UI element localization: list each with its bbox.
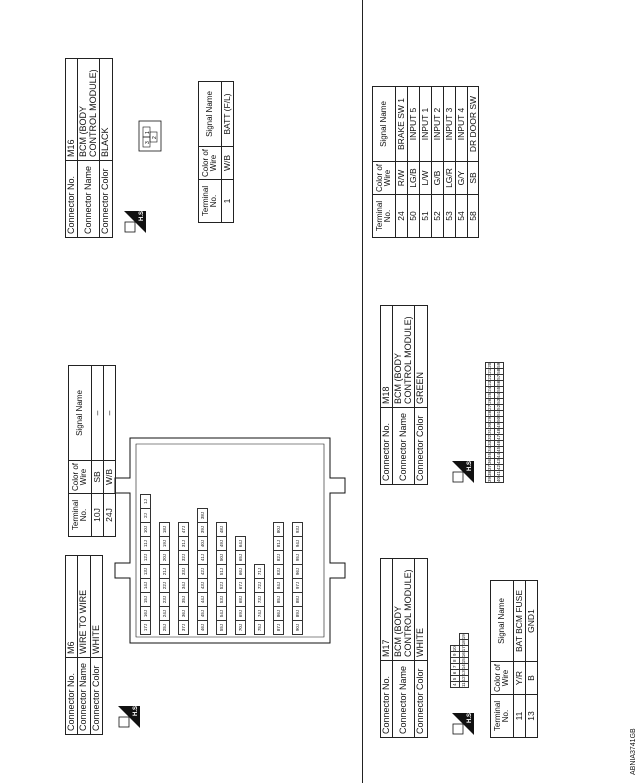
pin-cell: 81J (274, 537, 284, 551)
pin-cell: 38 (486, 470, 495, 476)
page-divider (362, 0, 363, 783)
label-connector-color: Connector Color (415, 408, 427, 485)
pin-row (160, 523, 170, 635)
pin-cell: 31J (179, 537, 189, 551)
pin-cell: 47J (179, 523, 189, 537)
m6-pin-row-table (273, 522, 284, 635)
pin-cell: 32 (486, 434, 495, 440)
pin-cell: 14 (460, 664, 469, 670)
m18-no: M18 (381, 306, 393, 408)
m6-pin-row-table (178, 522, 189, 635)
cell: 1 (222, 180, 234, 223)
pin-row (179, 523, 189, 635)
pin-cell: 47 (495, 434, 504, 440)
cell: BRAKE SW 1 (396, 87, 408, 162)
table-row (431, 87, 443, 238)
pin-cell: 44J (198, 593, 208, 607)
pin-cell: 58 (495, 368, 504, 374)
m17-signal-table (490, 580, 538, 738)
pin-cell: 43 (495, 458, 504, 464)
cell: 24J (103, 494, 115, 537)
pin-cell: 53J (217, 593, 227, 607)
cell: 13 (525, 695, 537, 738)
pin-cell: 55 (495, 386, 504, 392)
cell: 53 (443, 195, 455, 238)
pin-cell: 23J (160, 593, 170, 607)
pin-cell: 19J (160, 537, 170, 551)
pin-cell: 12J (141, 551, 151, 565)
hs-icon (118, 706, 140, 728)
pin-cell: 97J (293, 579, 303, 593)
pin-cell: 54J (217, 607, 227, 621)
pin-cell: 59 (495, 362, 504, 368)
table-row (455, 87, 467, 238)
pin-cell: 56 (495, 380, 504, 386)
label-connector-no: Connector No. (381, 408, 393, 485)
m18-name: BCM (BODY CONTROL MODULE) (393, 306, 415, 408)
table-row (407, 87, 419, 238)
pin-cell: 33J (179, 565, 189, 579)
pin-cell: 43J (198, 579, 208, 593)
pin-cell: 84J (274, 579, 284, 593)
m16-connector-diagram (135, 113, 165, 153)
pin-row (495, 362, 504, 482)
pin-cell: 87J (274, 621, 284, 635)
pin-cell: 88J (293, 593, 303, 607)
cell: 10J (92, 494, 104, 537)
pin-cell: 15 (460, 658, 469, 664)
svg-text:H.S.: H.S. (467, 713, 473, 723)
pin-row (217, 523, 227, 635)
pin-cell: 27 (486, 404, 495, 410)
m16-signal-table (198, 81, 234, 223)
pin-cell: 45J (198, 607, 208, 621)
cell: W/B (103, 461, 115, 494)
pin-cell: 30 (486, 422, 495, 428)
cell: 52 (431, 195, 443, 238)
hdr-color: Color of Wire (199, 147, 222, 180)
pin-cell: 46 (495, 440, 504, 446)
pin-cell: 68J (236, 593, 246, 607)
hdr-terminal: Terminal No. (199, 180, 222, 223)
pin-row (293, 523, 303, 635)
cell: DR DOOR SW (467, 87, 479, 162)
pin-cell: 39J (198, 523, 208, 537)
pin-cell: 82J (274, 551, 284, 565)
pin-row (198, 509, 208, 635)
pin-cell: 94J (293, 537, 303, 551)
pin-cell: 65J (236, 551, 246, 565)
table-row (514, 581, 526, 738)
pin-cell: 41J (198, 551, 208, 565)
pin-cell: 29 (486, 416, 495, 422)
pin-cell: 21 (486, 368, 495, 374)
hdr-signal: Signal Name (491, 581, 514, 662)
pin-cell: 2J (141, 509, 151, 523)
cell: SB (467, 162, 479, 195)
label-connector-color: Connector Color (100, 161, 112, 238)
pin-cell: 35 (486, 452, 495, 458)
cell: B (525, 662, 537, 695)
cell: INPUT 1 (419, 87, 431, 162)
m6-pin-row-table (216, 522, 227, 635)
pin-cell: 55J (217, 621, 227, 635)
m18-pin-table (485, 362, 504, 483)
pin-cell: 18 (460, 640, 469, 646)
m6-header-table (65, 555, 103, 735)
m6-pin-row-table (254, 564, 265, 635)
cell: BATT (F/L) (222, 82, 234, 147)
pin-cell: 23 (486, 380, 495, 386)
cell: LG/B (407, 162, 419, 195)
pin-cell: 20J (160, 551, 170, 565)
cell: BAT BCM FUSE (514, 581, 526, 662)
m6-pin-rows (140, 494, 303, 635)
pin-cell: 52 (495, 404, 504, 410)
hdr-color: Color of Wire (491, 662, 514, 695)
pin-cell: 75J (255, 621, 265, 635)
table-row (443, 87, 455, 238)
table-row (467, 87, 479, 238)
pin-cell: 48 (495, 428, 504, 434)
m16-color: BLACK (100, 59, 112, 161)
pin-cell: 40 (495, 476, 504, 482)
label-connector-no: Connector No. (66, 161, 78, 238)
pin-cell: 22 (486, 374, 495, 380)
m6-name: WIRE TO WIRE (78, 556, 90, 658)
pin-cell: 50J (217, 551, 227, 565)
pin-cell: 36J (179, 607, 189, 621)
m16-name: BCM (BODY CONTROL MODULE) (78, 59, 100, 161)
label-connector-name: Connector Name (393, 661, 415, 738)
pin-cell: 10J (141, 523, 151, 537)
pin-cell: 80J (274, 523, 284, 537)
pin-row (141, 495, 151, 635)
pin-cell: 8 (451, 658, 460, 664)
cell: INPUT 3 (443, 87, 455, 162)
pin-cell: 40J (198, 537, 208, 551)
pin-cell: 11 (460, 682, 469, 688)
pin-cell: 83J (274, 565, 284, 579)
pin-row (274, 523, 284, 635)
m6-pin-row-table (197, 508, 208, 635)
pin-cell: 18J (160, 523, 170, 537)
pin-cell: 26 (486, 398, 495, 404)
label-connector-name: Connector Name (78, 658, 90, 735)
table-row (103, 366, 115, 537)
pin-row (451, 634, 460, 688)
m18-color: GREEN (415, 306, 427, 408)
pin-cell: 33 (486, 440, 495, 446)
m18-header-table (380, 305, 428, 485)
pin-cell: 20 (486, 362, 495, 368)
cell: G/Y (455, 162, 467, 195)
cell: G/B (431, 162, 443, 195)
m6-pin-row-table (292, 522, 303, 635)
pin-cell: 52J (217, 579, 227, 593)
svg-text:H.S.: H.S. (467, 461, 473, 471)
pin-cell: 70J (236, 621, 246, 635)
svg-text:2: 2 (152, 136, 158, 139)
m6-pin-row-table (140, 494, 151, 635)
m6-pin-grid (140, 494, 311, 635)
pin-cell: 21J (160, 565, 170, 579)
cell: W/B (222, 147, 234, 180)
m17-no: M17 (381, 559, 393, 661)
pin-cell: 11J (141, 537, 151, 551)
pin-cell: 17 (460, 646, 469, 652)
pin-cell: 31 (486, 428, 495, 434)
hdr-signal: Signal Name (373, 87, 396, 162)
pin-cell: 22J (160, 579, 170, 593)
label-connector-color: Connector Color (90, 658, 102, 735)
cell: GND1 (525, 581, 537, 662)
label-connector-color: Connector Color (415, 661, 427, 738)
hdr-color: Color of Wire (69, 461, 92, 494)
pin-cell: 9 (451, 652, 460, 658)
pin-cell: 53 (495, 398, 504, 404)
m16-no: M16 (66, 59, 78, 161)
pin-cell: 42 (495, 464, 504, 470)
table-row (396, 87, 408, 238)
pin-cell: 86J (274, 607, 284, 621)
cell: SB (92, 461, 104, 494)
pin-cell: 13 (460, 670, 469, 676)
svg-text:1: 1 (145, 131, 151, 134)
hdr-signal: Signal Name (69, 366, 92, 461)
cell: – (92, 366, 104, 461)
hs-icon (452, 713, 474, 735)
pin-cell: 38J (198, 509, 208, 523)
pin-cell: 95J (293, 551, 303, 565)
cell: – (103, 366, 115, 461)
hdr-signal: Signal Name (199, 82, 222, 147)
cell: 58 (467, 195, 479, 238)
cell: 51 (419, 195, 431, 238)
svg-text:H.S.: H.S. (139, 211, 145, 221)
pin-cell: 54 (495, 392, 504, 398)
label-connector-no: Connector No. (381, 661, 393, 738)
pin-cell: 37J (179, 621, 189, 635)
pin-cell: 16J (141, 607, 151, 621)
cell: LG/R (443, 162, 455, 195)
m6-no: M6 (66, 556, 78, 658)
svg-text:3: 3 (145, 141, 151, 144)
hdr-color: Color of Wire (373, 162, 396, 195)
hdr-terminal: Terminal No. (373, 195, 396, 238)
pin-cell: 17J (141, 621, 151, 635)
pin-cell: 90J (293, 621, 303, 635)
pin-cell: 39 (486, 476, 495, 482)
pin-cell: 74J (255, 607, 265, 621)
pin-row (236, 537, 246, 635)
pin-cell: 34 (486, 446, 495, 452)
pin-cell: 37 (486, 464, 495, 470)
pin-cell: 48J (217, 523, 227, 537)
pin-cell: 57 (495, 374, 504, 380)
pin-cell: 67J (236, 579, 246, 593)
cell: 54 (455, 195, 467, 238)
figure-id: ABNIA3741GB (630, 728, 637, 775)
m17-color: WHITE (415, 559, 427, 661)
pin-cell: 85J (274, 593, 284, 607)
pin-cell: 36 (486, 458, 495, 464)
pin-cell: 12 (460, 676, 469, 682)
cell: 50 (407, 195, 419, 238)
pin-cell: 35J (179, 593, 189, 607)
pin-cell: 51J (217, 565, 227, 579)
label-connector-no: Connector No. (66, 658, 78, 735)
pin-cell: 42J (198, 565, 208, 579)
pin-cell: 24J (160, 607, 170, 621)
table-row (419, 87, 431, 238)
pin-cell: 24 (486, 386, 495, 392)
m16-header-table (65, 58, 113, 238)
pin-cell: 10 (451, 646, 460, 652)
pin-cell: 5 (451, 676, 460, 682)
cell: 11 (514, 695, 526, 738)
cell: INPUT 5 (407, 87, 419, 162)
table-row (222, 82, 234, 223)
cell: L/W (419, 162, 431, 195)
hs-icon (124, 211, 146, 233)
table-row (525, 581, 537, 738)
pin-cell: 51 (495, 410, 504, 416)
pin-cell: 45 (495, 446, 504, 452)
m6-color: WHITE (90, 556, 102, 658)
label-connector-name: Connector Name (393, 408, 415, 485)
pin-cell: 46J (198, 621, 208, 635)
cell: 24 (396, 195, 408, 238)
pin-cell: 6 (451, 670, 460, 676)
pin-cell: 13J (141, 565, 151, 579)
pin-cell: 7 (451, 664, 460, 670)
hdr-terminal: Terminal No. (491, 695, 514, 738)
hs-icon (452, 461, 474, 483)
pin-cell: 32J (179, 551, 189, 565)
pin-cell: 1J (141, 495, 151, 509)
pin-cell: 4 (451, 682, 460, 688)
pin-cell: 64J (236, 537, 246, 551)
pin-cell: 49 (495, 422, 504, 428)
m6-signal-table (68, 365, 116, 537)
pin-cell: 28 (486, 410, 495, 416)
m17-name: BCM (BODY CONTROL MODULE) (393, 559, 415, 661)
pin-cell: 89J (293, 607, 303, 621)
table-row (92, 366, 104, 537)
pin-row (255, 565, 265, 635)
pin-cell: 14J (141, 579, 151, 593)
m6-pin-row-table (159, 522, 170, 635)
m18-signal-table (372, 86, 479, 238)
pin-row (486, 362, 495, 482)
pin-cell: 25 (486, 392, 495, 398)
pin-cell: 50 (495, 416, 504, 422)
cell: INPUT 4 (455, 87, 467, 162)
pin-cell: 16 (460, 652, 469, 658)
svg-text:H.S.: H.S. (133, 706, 139, 716)
pin-cell: 19 (460, 634, 469, 640)
pin-cell: 15J (141, 593, 151, 607)
pin-cell: 72J (255, 579, 265, 593)
pin-cell: 71J (255, 565, 265, 579)
pin-cell: 69J (236, 607, 246, 621)
cell: INPUT 2 (431, 87, 443, 162)
m17-header-table (380, 558, 428, 738)
pin-cell: 41 (495, 470, 504, 476)
pin-row (460, 634, 469, 688)
pin-cell: 93J (293, 523, 303, 537)
cell: Y/R (514, 662, 526, 695)
m17-pin-table (450, 633, 469, 688)
pin-cell: 96J (293, 565, 303, 579)
pin-cell: 44 (495, 452, 504, 458)
pin-cell: 34J (179, 579, 189, 593)
label-connector-name: Connector Name (78, 161, 100, 238)
pin-cell: 73J (255, 593, 265, 607)
pin-cell: 49J (217, 537, 227, 551)
cell: R/W (396, 162, 408, 195)
hdr-terminal: Terminal No. (69, 494, 92, 537)
pin-cell: 25J (160, 621, 170, 635)
m6-pin-row-table (235, 536, 246, 635)
pin-cell: 66J (236, 565, 246, 579)
